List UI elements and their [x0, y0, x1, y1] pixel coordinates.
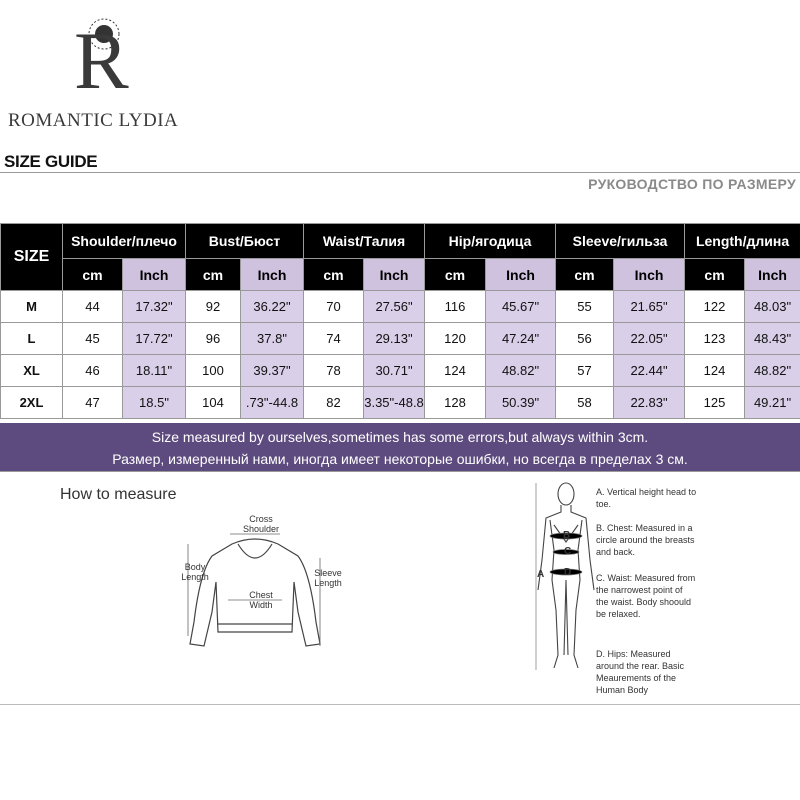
measure-description-d: D. Hips: Measured around the rear. Basic Meaurements of the Human Body — [596, 649, 685, 695]
unit-inch: Inch — [486, 259, 556, 291]
table-row — [1, 387, 800, 419]
cm-value: 123 — [685, 323, 745, 355]
divider — [0, 172, 800, 173]
unit-cm: cm — [556, 259, 614, 291]
inch-value: 48.03" — [745, 291, 800, 323]
cm-value: 125 — [685, 387, 745, 419]
inch-value: 22.05" — [614, 323, 685, 355]
cm-value: 58 — [556, 387, 614, 419]
cm-value: 100 — [186, 355, 241, 387]
mark-a: A — [537, 569, 545, 580]
inch-value: 18.11" — [123, 355, 186, 387]
how-to-measure-panel — [0, 471, 800, 705]
page-title: SIZE GUIDE — [4, 152, 98, 171]
column-header: Sleeve/гильза — [556, 224, 685, 259]
inch-value: .73"-44.8 — [241, 387, 304, 419]
measure-description-a: A. Vertical height head to toe. — [596, 487, 697, 509]
table-row — [1, 323, 800, 355]
table-row — [1, 291, 800, 323]
unit-inch: Inch — [745, 259, 800, 291]
inch-value: 48.43" — [745, 323, 800, 355]
size-header: SIZE — [1, 224, 63, 291]
cm-value: 120 — [425, 323, 486, 355]
cm-value: 124 — [425, 355, 486, 387]
inch-value: 17.72" — [123, 323, 186, 355]
inch-value: 36.22" — [241, 291, 304, 323]
cm-value: 55 — [556, 291, 614, 323]
cm-value: 124 — [685, 355, 745, 387]
note-en: Size measured by ourselves,sometimes has some errors,but always within 3cm. — [151, 429, 649, 445]
column-header: Hip/ягодица — [425, 224, 556, 259]
note-ru: Размер, измеренный нами, иногда имеет некоторые ошибки, но всегда в пределах 3 см. — [112, 451, 688, 467]
cm-value: 57 — [556, 355, 614, 387]
inch-value: 29.13" — [364, 323, 425, 355]
size-table — [0, 223, 800, 419]
cm-value: 46 — [63, 355, 123, 387]
inch-value: 50.39" — [486, 387, 556, 419]
mark-b: B — [563, 530, 571, 541]
unit-inch: Inch — [614, 259, 685, 291]
inch-value: 48.82" — [745, 355, 800, 387]
inch-value: 45.67" — [486, 291, 556, 323]
cm-value: 70 — [304, 291, 364, 323]
inch-value: 39.37" — [241, 355, 304, 387]
sleeve-length-label: Sleeve Length — [314, 568, 342, 588]
cm-value: 92 — [186, 291, 241, 323]
brand-name: ROMANTIC LYDIA — [8, 110, 179, 131]
cross-shoulder-label: Cross Shoulder — [242, 514, 280, 534]
measure-description-b: B. Chest: Measured in a circle around the breasts and back. — [596, 523, 695, 557]
brand-logo — [0, 12, 215, 131]
human-body-diagram — [528, 480, 598, 680]
cm-value: 128 — [425, 387, 486, 419]
unit-cm: cm — [304, 259, 364, 291]
cm-value: 96 — [186, 323, 241, 355]
unit-cm: cm — [425, 259, 486, 291]
body-length-label: Body Length — [181, 562, 209, 582]
inch-value: 3.35"-48.8 — [364, 387, 425, 419]
cm-value: 44 — [63, 291, 123, 323]
unit-cm: cm — [186, 259, 241, 291]
page-subtitle: РУКОВОДСТВО ПО РАЗМЕРУ — [588, 176, 796, 192]
inch-value: 47.24" — [486, 323, 556, 355]
unit-cm: cm — [685, 259, 745, 291]
inch-value: 21.65" — [614, 291, 685, 323]
cm-value: 122 — [685, 291, 745, 323]
inch-value: 18.5" — [123, 387, 186, 419]
unit-inch: Inch — [123, 259, 186, 291]
inch-value: 49.21" — [745, 387, 800, 419]
inch-value: 37.8" — [241, 323, 304, 355]
chest-width-label: Chest Width — [249, 590, 273, 610]
mark-d: D — [564, 567, 572, 578]
cm-value: 116 — [425, 291, 486, 323]
unit-inch: Inch — [241, 259, 304, 291]
cm-value: 45 — [63, 323, 123, 355]
column-header: Bust/Бюст — [186, 224, 304, 259]
column-header: Shoulder/плечо — [63, 224, 186, 259]
how-to-measure-title: How to measure — [60, 486, 177, 503]
measure-description-c: C. Waist: Measured from the narrowest point of the waist. Body shoould be relaxed. — [596, 573, 696, 619]
inch-value: 17.32" — [123, 291, 186, 323]
inch-value: 48.82" — [486, 355, 556, 387]
size-label: 2XL — [1, 387, 63, 419]
inch-value: 30.71" — [364, 355, 425, 387]
cm-value: 74 — [304, 323, 364, 355]
inch-value: 27.56" — [364, 291, 425, 323]
mark-c: C — [564, 546, 572, 557]
size-label: M — [1, 291, 63, 323]
table-row — [1, 355, 800, 387]
size-label: L — [1, 323, 63, 355]
cm-value: 78 — [304, 355, 364, 387]
unit-cm: cm — [63, 259, 123, 291]
cm-value: 104 — [186, 387, 241, 419]
unit-inch: Inch — [364, 259, 425, 291]
cm-value: 56 — [556, 323, 614, 355]
svg-text:R: R — [74, 15, 129, 102]
measurement-note — [0, 423, 800, 471]
column-header: Waist/Талия — [304, 224, 425, 259]
size-label: XL — [1, 355, 63, 387]
logo-monogram — [68, 12, 138, 102]
cm-value: 47 — [63, 387, 123, 419]
cm-value: 82 — [304, 387, 364, 419]
inch-value: 22.44" — [614, 355, 685, 387]
size-table-body — [1, 291, 800, 419]
inch-value: 22.83" — [614, 387, 685, 419]
column-header: Length/длина — [685, 224, 800, 259]
